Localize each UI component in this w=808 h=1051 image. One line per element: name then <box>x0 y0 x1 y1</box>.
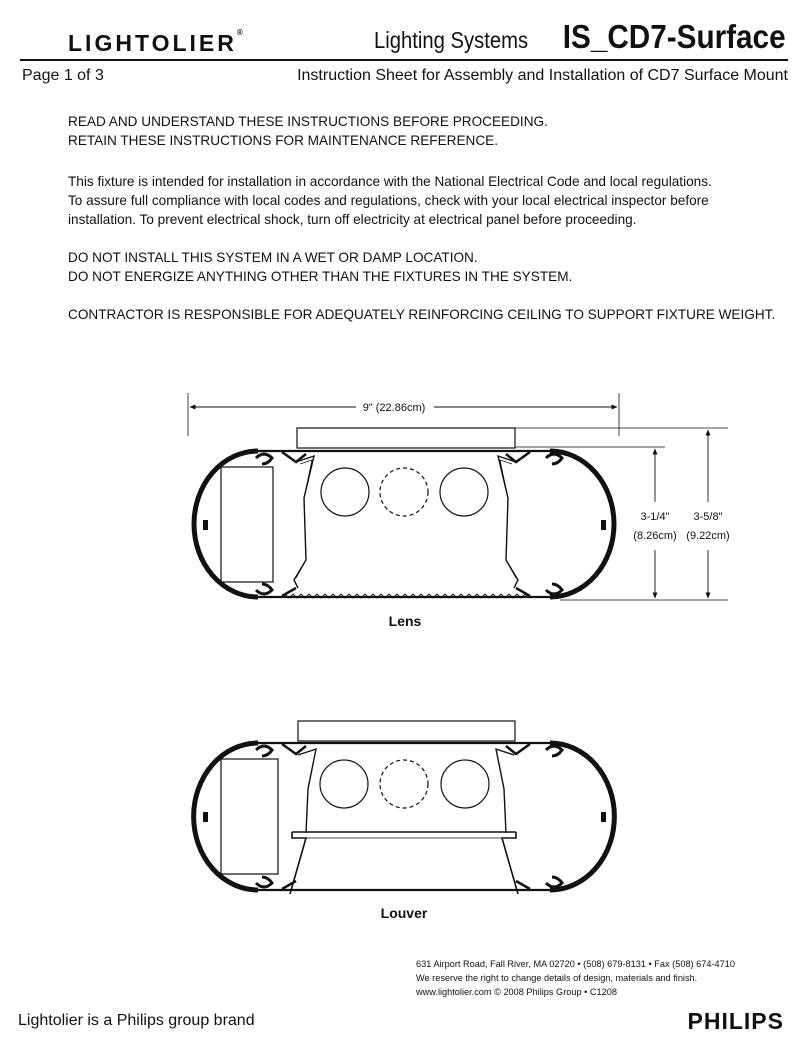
contact-website: www.lightolier.com © 2008 Philips Group • C1208 <box>416 987 617 997</box>
overall-height-label: 3-5/8" <box>693 511 723 523</box>
notice-line: DO NOT ENERGIZE ANYTHING OTHER THAN THE FIXTURES IN THE SYSTEM. <box>68 269 573 284</box>
notice-line: installation. To prevent electrical shock, turn off electricity at electrical panel before proceeding. <box>68 212 637 227</box>
width-dimension-label: 9" (22.86cm) <box>362 402 426 414</box>
brand-tagline: Lightolier is a Philips group brand <box>18 1012 255 1029</box>
height-dimension-label: 3-1/4" <box>640 511 670 523</box>
document-id: IS_CD7-Surface <box>563 18 786 55</box>
registered-mark: ® <box>236 28 243 37</box>
philips-logo: PHILIPS <box>687 1008 784 1034</box>
contact-disclaimer: We reserve the right to change details of design, materials and finish. <box>416 973 698 983</box>
louver-caption: Louver <box>380 905 428 921</box>
notice-line: CONTRACTOR IS RESPONSIBLE FOR ADEQUATELY REINFORCING CEILING TO SUPPORT FIXTURE WEIGHT. <box>68 307 776 322</box>
notice-line: To assure full compliance with local codes and regulations, check with your local electrical inspector before <box>68 193 709 208</box>
sheet-title: Instruction Sheet for Assembly and Installation of CD7 Surface Mount <box>297 67 788 84</box>
notice-line: READ AND UNDERSTAND THESE INSTRUCTIONS BEFORE PROCEEDING. <box>68 114 548 129</box>
overall-height-metric: (9.22cm) <box>686 530 730 542</box>
notice-line: RETAIN THESE INSTRUCTIONS FOR MAINTENANCE REFERENCE. <box>68 133 499 148</box>
page-number: Page 1 of 3 <box>22 67 104 84</box>
lighting-systems-label: Lighting Systems <box>374 27 529 53</box>
contact-address: 631 Airport Road, Fall River, MA 02720 • (508) 679-8131 • Fax (508) 674-4710 <box>416 959 735 969</box>
notice-line: DO NOT INSTALL THIS SYSTEM IN A WET OR DAMP LOCATION. <box>68 250 478 265</box>
lens-section-drawing <box>188 393 728 600</box>
louver-section-drawing <box>194 721 615 894</box>
height-dimension-metric: (8.26cm) <box>633 530 677 542</box>
lens-caption: Lens <box>388 613 422 629</box>
logo-text: LIGHTOLIER <box>68 30 237 56</box>
contact-block <box>416 957 735 999</box>
notice-line: This fixture is intended for installation in accordance with the National Electrical Code and local regulations. <box>68 174 712 189</box>
